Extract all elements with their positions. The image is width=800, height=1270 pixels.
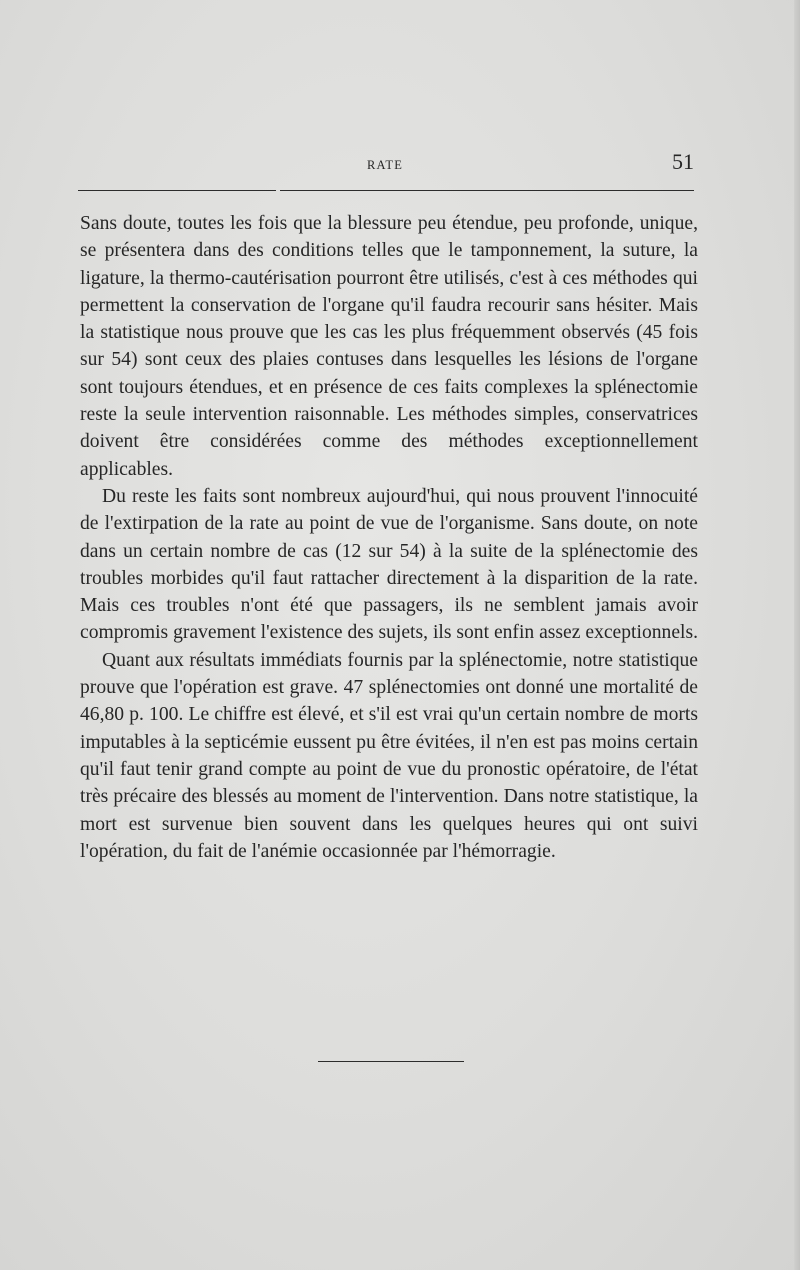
paragraph-2: Du reste les faits sont nombreux aujourd'hui, qui nous prouvent l'innocuité de l'extirpation de la rate au point de vue de l'organisme. Sans doute, on note dans un certain nombre de cas (12 sur 54) à la suite de la splénectomie des troubles morbides qu'il faut rattacher directement à la disparition de la rate. Mais ces troubles n'ont été que passagers, ils ne semblent jamais avoir compromis gravement l'existence des sujets, ils sont enfin assez exceptionnels. xyxy=(80,485,698,644)
body-text xyxy=(80,210,698,865)
page-number: 51 xyxy=(672,149,694,174)
header-rule-right xyxy=(280,190,694,191)
running-title: RATE xyxy=(367,158,404,172)
paragraph-1: Sans doute, toutes les fois que la blessure peu étendue, peu profonde, unique, se présentera dans des conditions telles que le tamponnement, la suture, la ligature, la thermo-cautérisation pourront être utilisés, c'est à ces méthodes qui permettent la conservation de l'organe qu'il faudra recourir sans hésiter. Mais la statistique nous prouve que les cas les plus fréquemment observés (45 fois sur 54) sont ceux des plaies contuses dans lesquelles les lésions de l'organe sont toujours étendues, et en présence de ces faits complexes la splénectomie reste la seule intervention raisonnable. Les méthodes simples, conservatrices doivent être considérées comme des méthodes exceptionnellement applicables. xyxy=(80,213,698,480)
header-rule-left xyxy=(78,190,276,191)
paragraph-3: Quant aux résultats immédiats fournis par la splénectomie, notre statistique prouve que l'opération est grave. 47 splénectomies ont donné une mortalité de 46,80 p. 100. Le chiffre est élevé, et s'il est vrai qu'un certain nombre de morts imputables à la septicémie eussent pu être évitées, il n'en est pas moins certain qu'il faut tenir grand compte au point de vue du pronostic opératoire, de l'état très précaire des blessés au moment de l'intervention. Dans notre statistique, la mort est survenue bien souvent dans les quelques heures qui ont suivi l'opération, du fait de l'anémie occasionnée par l'hémorragie. xyxy=(80,649,698,862)
section-end-rule xyxy=(318,1061,464,1062)
